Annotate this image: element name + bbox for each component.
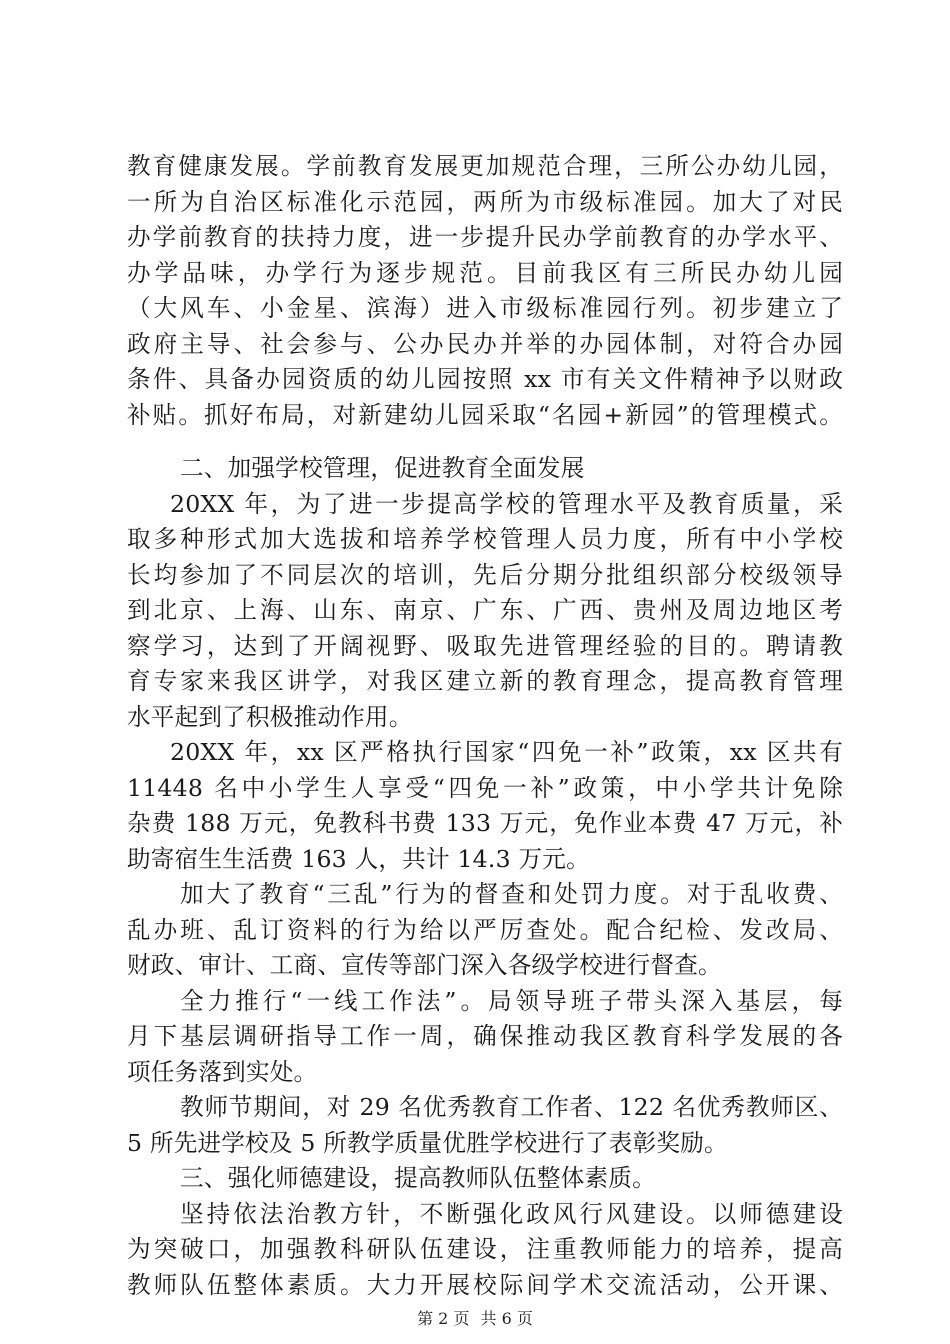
paragraph-line: 育专家来我区讲学，对我区建立新的教育理念，提高教育管理 — [127, 667, 843, 695]
paragraph-line: 杂费 188 万元，免教科书费 133 万元，免作业本费 47 万元，补 — [127, 809, 843, 837]
paragraph-line: 补贴。抓好布局，对新建幼儿园采取“名园+新园”的管理模式。 — [127, 400, 843, 429]
paragraph-line: 助寄宿生生活费 163 人，共计 14.3 万元。 — [127, 844, 590, 873]
paragraph-line: 为突破口，加强教科研队伍建设，注重教师能力的培养，提高 — [127, 1235, 843, 1263]
page-footer — [0, 1306, 950, 1329]
paragraph-line: 5 所先进学校及 5 所教学质量优胜学校进行了表彰奖励。 — [127, 1128, 728, 1157]
paragraph-line: 坚持依法治教方针，不断强化政风行风建设。以师德建设 — [180, 1199, 843, 1228]
paragraph-line: 项任务落到实处。 — [127, 1057, 318, 1086]
page-total: 共 6 页 — [480, 1309, 533, 1328]
paragraph-line: 全力推行“一线工作法”。局领导班子带头深入基层，每 — [180, 986, 843, 1015]
paragraph-line: 水平起到了积极推动作用。 — [127, 702, 413, 731]
paragraph-line: 加大了教育“三乱”行为的督查和处罚力度。对于乱收费、 — [180, 880, 843, 908]
paragraph-line: 20XX 年，xx 区严格执行国家“四免一补”政策，xx 区共有 — [170, 738, 843, 766]
paragraph-line: 教师队伍整体素质。大力开展校际间学术交流活动，公开课、 — [127, 1270, 843, 1299]
section-heading: 三、强化师德建设，提高教师队伍整体素质。 — [180, 1164, 656, 1192]
paragraph-line: 11448 名中小学生人享受“四免一补”政策，中小学共计免除 — [127, 773, 843, 802]
paragraph-line: 到北京、上海、山东、南京、广东、广西、贵州及周边地区考 — [127, 596, 843, 624]
section-heading: 二、加强学校管理，促进教育全面发展 — [180, 454, 585, 482]
paragraph-line: 教育健康发展。学前教育发展更加规范合理，三所公办幼儿园， — [127, 152, 843, 180]
page-number: 第 2 页 — [417, 1309, 470, 1328]
paragraph-line: 一所为自治区标准化示范园，两所为市级标准园。加大了对民 — [127, 187, 843, 216]
paragraph-line: （大风车、小金星、滨海）进入市级标准园行列。初步建立了 — [127, 294, 843, 322]
paragraph-line: 月下基层调研指导工作一周，确保推动我区教育科学发展的各 — [127, 1022, 843, 1050]
paragraph-line: 政府主导、社会参与、公办民办并举的办园体制，对符合办园 — [127, 329, 843, 358]
paragraph-line: 取多种形式加大选拔和培养学校管理人员力度，所有中小学校 — [127, 525, 843, 553]
paragraph-line: 办学前教育的扶持力度，进一步提升民办学前教育的办学水平、 — [127, 223, 843, 251]
paragraph-line: 长均参加了不同层次的培训，先后分期分批组织部分校级领导 — [127, 560, 843, 589]
paragraph-line: 乱办班、乱订资料的行为给以严厉查处。配合纪检、发改局、 — [127, 915, 843, 944]
paragraph-line: 条件、具备办园资质的幼儿园按照 xx 市有关文件精神予以财政 — [127, 365, 843, 393]
paragraph-line: 20XX 年，为了进一步提高学校的管理水平及教育质量，采 — [170, 489, 843, 518]
paragraph-line: 办学品味，办学行为逐步规范。目前我区有三所民办幼儿园 — [127, 258, 843, 287]
paragraph-line: 财政、审计、工商、宣传等部门深入各级学校进行督查。 — [127, 951, 722, 979]
paragraph-line: 教师节期间，对 29 名优秀教育工作者、122 名优秀教师区、 — [180, 1093, 843, 1121]
paragraph-line: 察学习，达到了开阔视野、吸取先进管理经验的目的。聘请教 — [127, 631, 843, 660]
